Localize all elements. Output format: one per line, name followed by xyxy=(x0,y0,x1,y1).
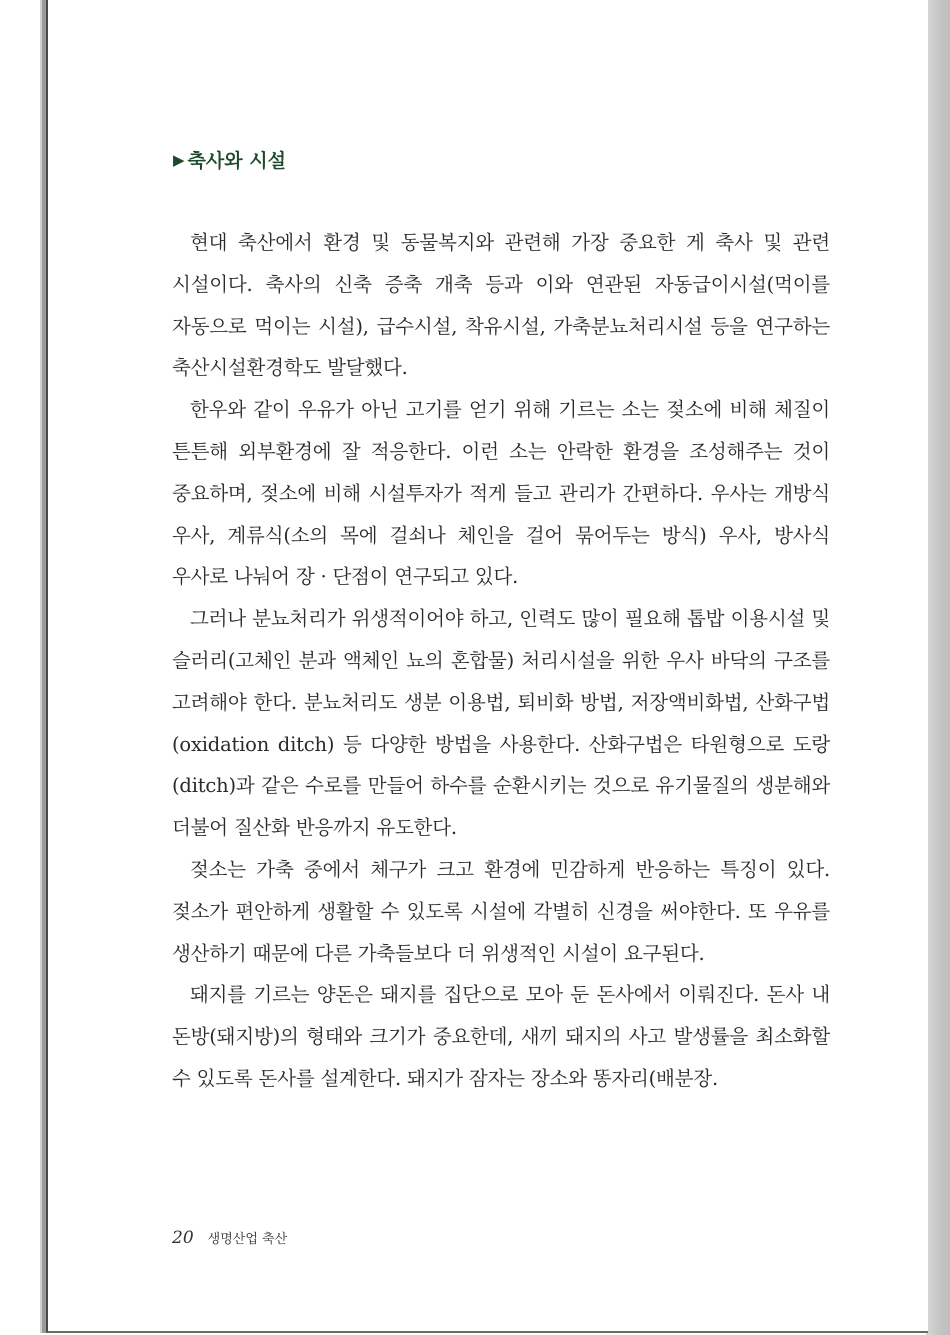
page-footer xyxy=(172,1228,287,1248)
paragraph-1: 현대 축산에서 환경 및 동물복지와 관련해 가장 중요한 게 축사 및 관련 시설이다. 축사의 신축 증축 개축 등과 이와 연관된 자동급이시설(먹이를 자동으로 먹이는 시설), 급수시설, 착유시설, 가축분뇨처리시설 등을 연구하는 축산시설환경학도 발달했다. xyxy=(172,231,830,380)
section-title-text: 축사와 시설 xyxy=(187,150,286,172)
body-text xyxy=(172,222,830,1100)
paragraph-5: 돼지를 기르는 양돈은 돼지를 집단으로 모아 둔 돈사에서 이뤄진다. 돈사 내 돈방(돼지방)의 형태와 크기가 중요한데, 새끼 돼지의 사고 발생률을 최소화할 수 있도록 돈사를 설계한다. 돼지가 잠자는 장소와 똥자리(배분장. xyxy=(172,983,830,1090)
paragraph-3: 그러나 분뇨처리가 위생적이어야 하고, 인력도 많이 필요해 톱밥 이용시설 및 슬러리(고체인 분과 액체인 뇨의 혼합물) 처리시설을 위한 우사 바닥의 구조를 고려해야 한다. 분뇨처리도 생분 이용법, 퇴비화 방법, 저장액비화법, 산화구법(oxidation ditch) 등 다양한 방법을 사용한다. 산화구법은 타원형으로 도랑(ditch)과 같은 수로를 만들어 하수를 순환시키는 것으로 유기물질의 생분해와 더불어 질산화 반응까지 유도한다. xyxy=(172,607,830,840)
page-edge xyxy=(926,0,950,1335)
page-number: 20 xyxy=(172,1228,194,1248)
triangle-marker-icon: ▶ xyxy=(173,150,185,169)
paragraph-2: 한우와 같이 우유가 아닌 고기를 얻기 위해 기르는 소는 젖소에 비해 체질이 튼튼해 외부환경에 잘 적응한다. 이런 소는 안락한 환경을 조성해주는 것이 중요하며, 젖소에 비해 시설투자가 적게 들고 관리가 간편하다. 우사는 개방식 우사, 계류식(소의 목에 걸쇠나 체인을 걸어 묶어두는 방식) 우사, 방사식 우사로 나눠어 장 · 단점이 연구되고 있다. xyxy=(172,398,830,589)
paragraph-4: 젖소는 가축 중에서 체구가 크고 환경에 민감하게 반응하는 특징이 있다. 젖소가 편안하게 생활할 수 있도록 시설에 각별히 신경을 써야한다. 또 우유를 생산하기 때문에 다른 가축들보다 더 위생적인 시설이 요구된다. xyxy=(172,857,830,965)
running-title: 생명산업 축산 xyxy=(207,1232,288,1247)
section-heading xyxy=(173,146,286,173)
